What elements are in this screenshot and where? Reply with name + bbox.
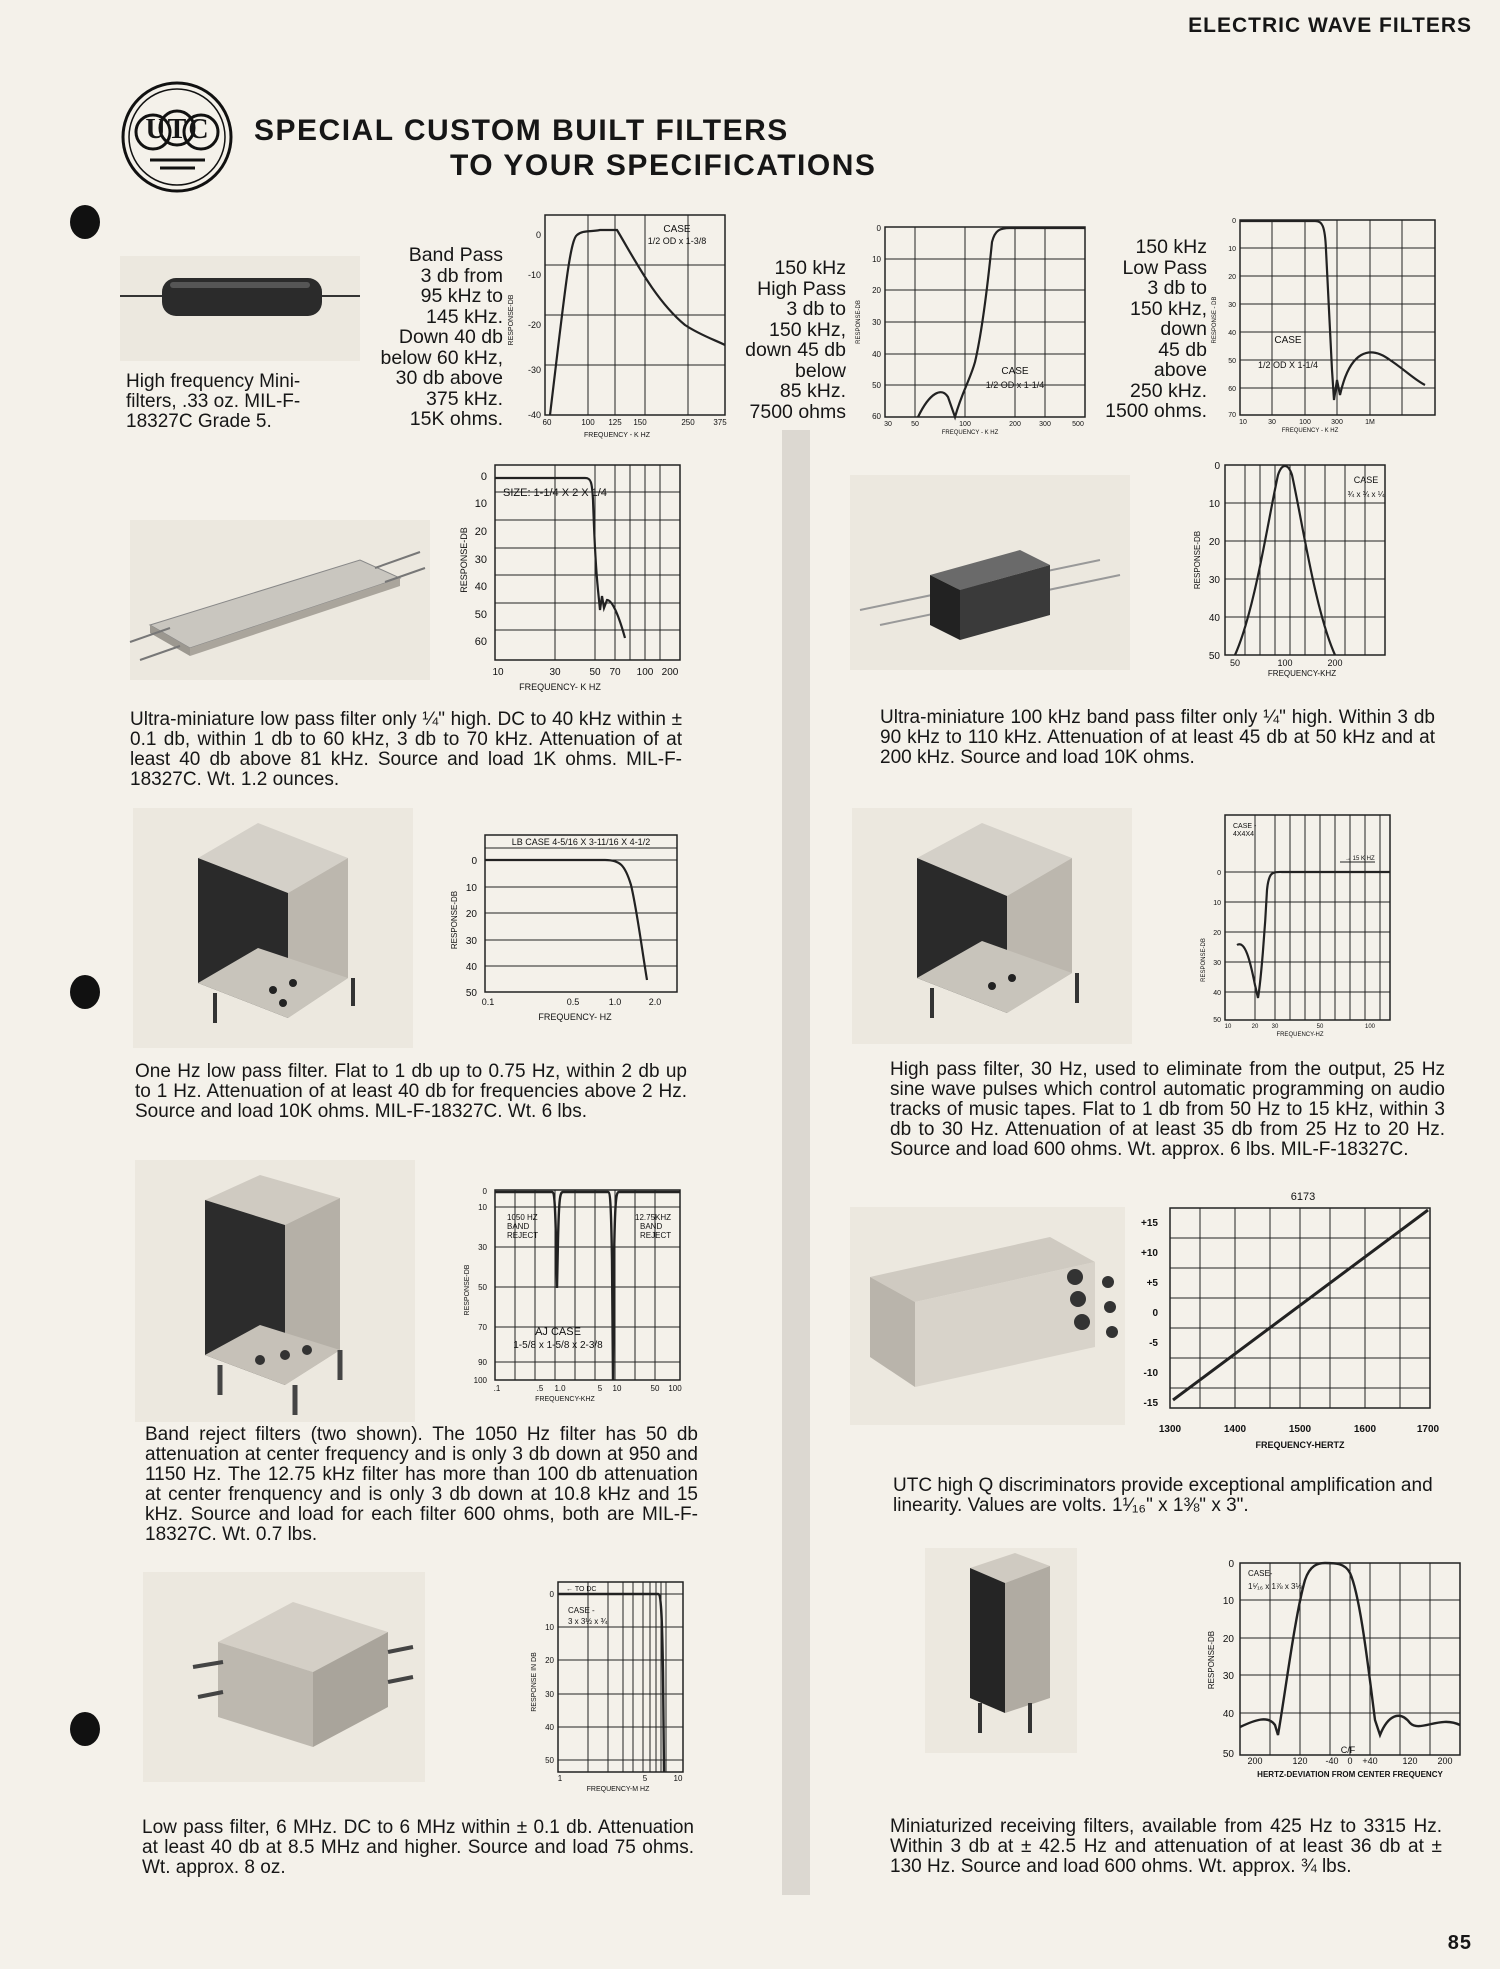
y-tick: 100 — [473, 1376, 487, 1385]
spec-line: 145 kHz. — [426, 305, 503, 328]
case-label: CASE - — [1233, 823, 1257, 830]
discriminator-photo — [850, 1207, 1125, 1425]
spec-line: 3 db from — [420, 264, 503, 287]
y-tick: 0 — [876, 224, 881, 233]
caption-line: filters, .33 oz. MIL-F- — [126, 391, 301, 412]
y-tick: 40 — [545, 1723, 554, 1732]
y-tick: 50 — [478, 1283, 487, 1292]
x-tick: 5 — [597, 1384, 603, 1393]
y-tick: 50 — [545, 1756, 554, 1765]
band-label: BAND — [640, 1222, 663, 1231]
y-tick: 70 — [1228, 412, 1236, 419]
x-tick: 10 — [612, 1384, 622, 1393]
ultra-bandpass-graph — [1190, 460, 1390, 690]
y-tick: 30 — [872, 318, 881, 327]
x-tick: 10 — [1224, 1024, 1232, 1030]
spec-line: above — [1153, 359, 1207, 381]
x-tick: 30 — [884, 421, 892, 428]
y-tick: 50 — [872, 381, 881, 390]
x-tick: 100 — [1277, 658, 1293, 668]
x-tick: 200 — [1247, 1756, 1263, 1766]
spec-line: 375 kHz. — [426, 387, 503, 410]
y-tick: 10 — [872, 255, 881, 264]
x-tick: .1 — [493, 1384, 501, 1393]
spec-line: below — [795, 359, 846, 382]
x-tick: 10 — [1239, 419, 1247, 426]
utc-logo — [120, 80, 235, 195]
x-axis-label: FREQUENCY - K HZ — [941, 430, 999, 436]
y-tick: 0 — [535, 230, 541, 240]
spec-line: Down 40 db — [398, 326, 503, 348]
case-label: 1-5/8 x 1-5/8 x 2-3/8 — [513, 1340, 603, 1351]
band-label: 1050 HZ — [507, 1213, 538, 1222]
arrow-label: → 15 K HZ — [1345, 856, 1375, 862]
y-tick: 50 — [1208, 651, 1220, 662]
x-tick: 150 — [633, 418, 647, 427]
y-axis-label: RESPONSE-DB — [508, 294, 515, 346]
x-tick: 0 — [1347, 1756, 1353, 1766]
binder-hole-bottom — [70, 1712, 100, 1746]
y-tick: 40 — [1222, 1709, 1234, 1720]
y-tick: 60 — [1228, 386, 1236, 393]
y-tick: 10 — [478, 1203, 487, 1212]
y-tick: 50 — [1222, 1749, 1234, 1760]
y-tick: 70 — [478, 1323, 487, 1332]
bandreject-caption: Band reject filters (two shown). The 1050 Hz filter has 50 db attenuation at center frequency and is only 3 db down at 950 and 1150 Hz. The 12.75 kHz filter has more than 100 db attenuation at center frenquency and is only 3 db down at 10.8 kHz and 15 kHz. Source and load for each filter 600 ohms, both are MIL-F-18327C. Wt. 0.7 lbs. — [145, 1424, 698, 1545]
y-tick: 20 — [1208, 537, 1220, 548]
x-tick: 1.0 — [608, 997, 622, 1007]
y-tick: 90 — [478, 1358, 487, 1367]
highpass150-spec — [700, 258, 846, 422]
caption-line: High frequency Mini- — [126, 371, 301, 392]
caption-line: 18327C Grade 5. — [126, 411, 272, 432]
y-tick: 10 — [1228, 246, 1236, 253]
y-tick: -40 — [527, 410, 541, 420]
y-tick: 0 — [482, 1187, 487, 1196]
x-axis-label: HERTZ-DEVIATION FROM CENTER FREQUENCY — [1257, 1770, 1443, 1779]
x-tick: 200 — [1009, 421, 1021, 428]
lowpass150-graph — [1210, 210, 1440, 435]
y-tick: 30 — [465, 936, 477, 947]
x-tick: 1500 — [1288, 1424, 1312, 1435]
lowpass6mhz-photo — [143, 1572, 425, 1782]
binder-hole-top — [70, 205, 100, 239]
minifilter-photo — [120, 256, 360, 361]
case-label: AJ CASE — [535, 1326, 581, 1338]
case-label: 1/2 OD x 1-1/4 — [985, 380, 1045, 390]
x-tick: 5 — [642, 1774, 648, 1783]
case-dims: 3 x 3½ x ¾ — [568, 1617, 608, 1626]
spec-line: 150 kHz — [774, 257, 846, 279]
y-tick: 30 — [1213, 960, 1221, 967]
case-label: CASE- — [1248, 1569, 1273, 1578]
x-tick: 50 — [650, 1384, 660, 1393]
y-tick: 10 — [545, 1623, 554, 1632]
y-tick: 10 — [474, 498, 487, 510]
x-tick: 1700 — [1416, 1424, 1440, 1435]
x-tick: 100 — [668, 1384, 682, 1393]
x-tick: 200 — [1437, 1756, 1453, 1766]
spec-line: Band Pass — [408, 244, 503, 266]
y-tick: 20 — [872, 286, 881, 295]
x-tick: 100 — [581, 418, 595, 427]
x-tick: 30 — [1271, 1024, 1279, 1030]
y-tick: -5 — [1149, 1338, 1158, 1349]
x-tick: 30 — [549, 667, 561, 678]
y-tick: 30 — [1208, 575, 1220, 586]
bandreject-photo — [135, 1160, 415, 1422]
x-tick: 100 — [1364, 1024, 1376, 1030]
x-tick: 100 — [636, 667, 654, 678]
spec-line: 1500 ohms. — [1105, 400, 1207, 422]
spec-line: below 60 kHz, — [380, 346, 503, 369]
y-tick: 60 — [872, 412, 881, 421]
highpass150-graph — [850, 222, 1090, 436]
x-tick: 300 — [1039, 421, 1051, 428]
x-tick: 0.1 — [481, 997, 495, 1007]
case-label: 1/2 OD x 1-3/8 — [647, 236, 707, 246]
x-tick: 100 — [1299, 419, 1311, 426]
x-tick: 10 — [673, 1774, 683, 1783]
receiving-caption: Miniaturized receiving filters, available from 425 Hz to 3315 Hz. Within 3 db at ± 42.5 Hz and attenuation of at least 36 db at ± 130 Hz. Source and load 600 ohms. Wt. approx. ¾ lbs. — [890, 1816, 1442, 1877]
case-label: CASE — [1274, 335, 1302, 346]
case-label: CASE — [663, 224, 691, 235]
ultra-lowpass-graph — [455, 460, 685, 700]
spec-line: 150 kHz — [1135, 236, 1207, 258]
x-tick: 250 — [681, 418, 695, 427]
receiving-graph — [1200, 1555, 1465, 1785]
y-tick: -10 — [1143, 1368, 1158, 1379]
band-label: REJECT — [640, 1231, 672, 1240]
x-tick: 1.0 — [554, 1384, 566, 1393]
y-tick: 40 — [474, 581, 487, 593]
y-tick: 40 — [1208, 613, 1220, 624]
y-tick: 30 — [545, 1690, 554, 1699]
y-tick: -10 — [527, 270, 541, 280]
x-tick: 200 — [661, 667, 679, 678]
page-title-line1: SPECIAL CUSTOM BUILT FILTERS — [254, 114, 789, 147]
spec-line: 30 db above — [395, 367, 503, 389]
binder-hole-middle — [70, 975, 100, 1009]
x-axis-label: FREQUENCY - K HZ — [584, 432, 650, 439]
x-tick: 50 — [1229, 658, 1241, 668]
y-tick: 0 — [549, 1590, 554, 1599]
dc-label: ← TO DC — [566, 1586, 597, 1593]
spec-line: 15K ohms. — [409, 408, 503, 430]
y-tick: 10 — [1213, 900, 1221, 907]
x-tick: 10 — [492, 667, 504, 678]
lowpass6mhz-caption: Low pass filter, 6 MHz. DC to 6 MHz within ± 0.1 db. Attenuation at least 40 db at 8.5 MHz and higher. Source and load 75 ohms. Wt. approx. 8 oz. — [142, 1817, 694, 1878]
x-tick: 1M — [1365, 419, 1375, 426]
lowpass6mhz-graph — [528, 1572, 688, 1797]
y-axis-label: RESPONSE - DB — [1212, 296, 1218, 344]
y-tick: -20 — [527, 320, 541, 330]
bandpass-spec — [345, 245, 503, 430]
x-tick: 60 — [542, 418, 552, 427]
minifilter-caption — [126, 372, 300, 432]
x-axis-label: FREQUENCY-M HZ — [586, 1786, 650, 1793]
x-tick: 100 — [959, 421, 971, 428]
y-tick: 50 — [1213, 1017, 1221, 1024]
y-tick: 30 — [474, 554, 487, 566]
x-tick: 1 — [557, 1774, 563, 1783]
y-tick: 50 — [474, 609, 487, 621]
ultra-lowpass-caption: Ultra-miniature low pass filter only ¼" high. DC to 40 kHz within ± 0.1 db, within 1 db to 60 kHz, 3 db to 70 kHz. Attenuation of at least 40 db above 81 kHz. Source and load 1K ohms. MIL-F-18327C. Wt. 1.2 ounces. — [130, 709, 682, 790]
x-tick: 300 — [1331, 419, 1343, 426]
x-axis-label: FREQUENCY- HZ — [538, 1012, 612, 1022]
y-tick: 40 — [1213, 990, 1221, 997]
x-tick: +40 — [1362, 1756, 1378, 1766]
spec-line: Low Pass — [1122, 256, 1207, 279]
x-axis-label: FREQUENCY-HERTZ — [1255, 1440, 1345, 1450]
onehz-graph — [445, 830, 685, 1030]
y-tick: +15 — [1141, 1218, 1158, 1229]
bandreject-graph — [455, 1180, 695, 1408]
y-axis-label: RESPONSE-DB — [1201, 938, 1207, 982]
y-tick: 0 — [1217, 870, 1221, 877]
x-axis-label: FREQUENCY - K HZ — [1281, 428, 1339, 434]
y-tick: 0 — [1152, 1308, 1158, 1319]
y-tick: +10 — [1141, 1248, 1158, 1259]
spec-line: 150 kHz, — [769, 318, 846, 341]
highpass30-graph — [1195, 810, 1395, 1040]
y-axis-label: RESPONSE-DB — [459, 527, 469, 593]
spec-line: 250 kHz. — [1130, 379, 1207, 402]
x-axis-label: FREQUENCY-KHZ — [535, 1396, 595, 1403]
onehz-caption: One Hz low pass filter. Flat to 1 db up to 0.75 Hz, within 2 db up to 1 Hz. Attenuation of at least 40 db for frequencies above 2 Hz. Source and load 10K ohms. MIL-F-18327C. Wt. 6 lbs. — [135, 1061, 687, 1122]
case-dims: ¾ x ¾ x ¼ — [1347, 490, 1385, 499]
y-tick: 20 — [545, 1656, 554, 1665]
case-label: LB CASE 4-5/16 X 3-11/16 X 4-1/2 — [511, 837, 651, 847]
spec-line: down 45 db — [745, 339, 846, 361]
case-dims: 1⁵⁄₁₆ x 1⅞ x 3⅛ — [1248, 1582, 1303, 1591]
y-tick: 50 — [465, 988, 477, 999]
x-tick: 200 — [1327, 658, 1343, 668]
y-axis-label: RESPONSE IN DB — [531, 1652, 538, 1712]
x-tick: 125 — [608, 418, 622, 427]
case-label: CASE — [1353, 475, 1379, 485]
column-divider — [782, 430, 810, 1895]
y-tick: 40 — [872, 350, 881, 359]
ultra-bandpass-photo — [850, 475, 1130, 670]
x-tick: 50 — [1316, 1024, 1324, 1030]
y-tick: 0 — [1232, 218, 1236, 225]
y-tick: -15 — [1143, 1398, 1158, 1409]
chart-number: 6173 — [1290, 1191, 1316, 1203]
page-title-line2: TO YOUR SPECIFICATIONS — [450, 149, 877, 182]
x-tick: 2.0 — [648, 997, 662, 1007]
y-tick: 10 — [465, 883, 477, 894]
x-tick: -40 — [1325, 1756, 1339, 1766]
spec-line: 150 kHz, — [1130, 297, 1207, 320]
band-label: BAND — [507, 1222, 530, 1231]
case-label: CASE — [1001, 366, 1029, 377]
spec-line: 95 kHz to — [420, 285, 503, 307]
highpass30-photo — [852, 808, 1132, 1044]
y-tick: 20 — [1222, 1634, 1234, 1645]
x-axis-label: FREQUENCY- K HZ — [519, 682, 601, 692]
x-tick: 50 — [589, 667, 601, 678]
y-tick: 50 — [1228, 358, 1236, 365]
y-axis-label: RESPONSE-DB — [1207, 1630, 1216, 1690]
spec-line: 85 kHz. — [779, 380, 846, 402]
discriminator-caption: UTC high Q discriminators provide exceptional amplification and linearity. Values are volts. 1¹⁄₁₆" x 1⅜" x 3". — [893, 1475, 1433, 1516]
y-tick: 0 — [480, 471, 487, 483]
x-tick: 375 — [713, 418, 727, 427]
y-tick: 40 — [1228, 330, 1236, 337]
discriminator-graph — [1128, 1188, 1438, 1453]
y-tick: 30 — [478, 1243, 487, 1252]
lowpass150-spec — [1085, 237, 1207, 422]
highpass30-caption: High pass filter, 30 Hz, used to eliminate from the output, 25 Hz sine wave pulses which control automatic programming on audio tracks of music tapes. Flat to 1 db from 50 Hz to 15 kHz, within 3 db to 30 Hz. Attenuation of at least 35 db from 25 Hz to 20 Hz. Source and load 600 ohms. Wt. approx. 6 lbs. MIL-F-18327C. — [890, 1059, 1445, 1160]
spec-line: down — [1160, 318, 1207, 340]
cf-label: C/F — [1340, 1745, 1356, 1755]
x-tick: 50 — [911, 421, 919, 428]
receiving-photo — [925, 1548, 1077, 1753]
band-label: 12.75KHZ — [635, 1213, 672, 1222]
size-label: SIZE: 1-1/4 X 2 X 1/4 — [503, 487, 607, 499]
y-tick: 0 — [1214, 461, 1220, 472]
y-axis-label: RESPONSE-DB — [1193, 530, 1202, 590]
logo-letters: UTC — [145, 114, 211, 145]
y-tick: 30 — [1228, 302, 1236, 309]
x-tick: 1300 — [1158, 1424, 1182, 1435]
y-tick: 30 — [1222, 1671, 1234, 1682]
spec-line: 45 db — [1158, 338, 1207, 361]
x-tick: 30 — [1268, 419, 1276, 426]
y-axis-label: RESPONSE-DB — [464, 1264, 471, 1316]
y-tick: 0 — [471, 856, 477, 867]
y-tick: 20 — [465, 909, 477, 920]
ultra-bandpass-caption: Ultra-miniature 100 kHz band pass filter only ¼" high. Within 3 db 90 kHz to 110 kHz. Attenuation of at least 45 db at 50 kHz and at 200 kHz. Source and load 10K ohms. — [880, 707, 1435, 768]
case-label: CASE - — [568, 1606, 595, 1615]
ultra-lowpass-photo — [130, 520, 430, 680]
x-tick: 1400 — [1223, 1424, 1247, 1435]
y-axis-label: RESPONSE-DB — [856, 300, 862, 344]
y-tick: +5 — [1146, 1278, 1158, 1289]
y-tick: 20 — [1213, 930, 1221, 937]
x-tick: .5 — [536, 1384, 544, 1393]
bandpass-y-ticks — [528, 230, 541, 420]
x-tick: 0.5 — [566, 997, 580, 1007]
onehz-photo — [133, 808, 413, 1048]
page-number: 85 — [1447, 1932, 1472, 1954]
x-tick: 1600 — [1353, 1424, 1377, 1435]
x-tick: 120 — [1292, 1756, 1308, 1766]
y-tick: 20 — [1228, 274, 1236, 281]
x-tick: 120 — [1402, 1756, 1418, 1766]
spec-line: 3 db to — [1147, 277, 1207, 299]
band-label: REJECT — [507, 1231, 539, 1240]
spec-line: 7500 ohms — [749, 400, 846, 423]
spec-line: High Pass — [757, 277, 846, 300]
case-label: 1/2 OD X 1-1/4 — [1257, 360, 1319, 370]
y-tick: 0 — [1228, 1559, 1234, 1570]
case-label: 4X4X4 — [1233, 831, 1255, 838]
x-tick: 70 — [609, 667, 621, 678]
spec-line: 3 db to — [786, 298, 846, 320]
y-axis-label: RESPONSE-DB — [450, 890, 459, 950]
y-tick: 10 — [1208, 499, 1220, 510]
y-tick: 20 — [474, 526, 487, 538]
y-tick: 10 — [1222, 1596, 1234, 1607]
x-axis-label: FREQUENCY-HZ — [1276, 1032, 1324, 1038]
x-axis-label: FREQUENCY-KHZ — [1267, 669, 1337, 678]
y-tick: 40 — [465, 962, 477, 973]
page-category-header: ELECTRIC WAVE FILTERS — [1188, 14, 1472, 37]
y-tick: 60 — [474, 636, 487, 648]
x-tick: 500 — [1072, 421, 1084, 428]
y-tick: -30 — [527, 365, 541, 375]
x-tick: 20 — [1251, 1024, 1259, 1030]
